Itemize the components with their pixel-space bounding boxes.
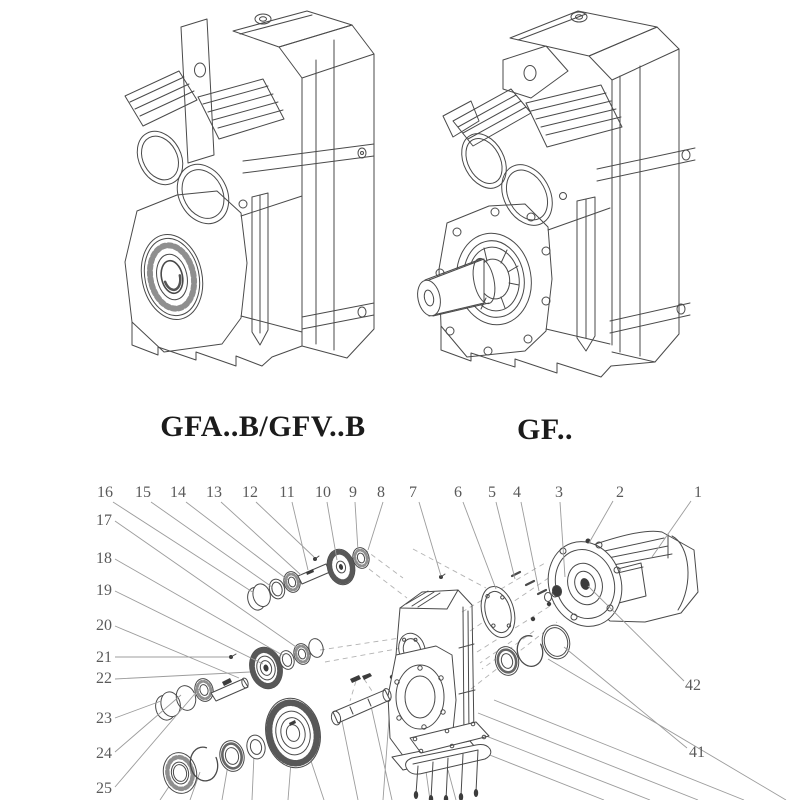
callout-number-8: 8 bbox=[377, 484, 385, 501]
callout-number-7: 7 bbox=[409, 484, 417, 501]
callout-number-3: 3 bbox=[555, 484, 563, 501]
leader-line-16 bbox=[113, 502, 254, 593]
intermediate-gear bbox=[245, 644, 287, 693]
callout-number-18: 18 bbox=[96, 550, 112, 567]
gearbox-drawing-gfab-gfvb bbox=[125, 11, 374, 366]
leader-line-24 bbox=[115, 695, 181, 752]
adapter-flange bbox=[476, 583, 520, 642]
callout-number-23: 23 bbox=[96, 710, 112, 727]
callout-number-22: 22 bbox=[96, 670, 112, 687]
leader-line-4 bbox=[521, 502, 539, 591]
leader-line-12 bbox=[256, 502, 314, 557]
callout-number-10: 10 bbox=[315, 484, 331, 501]
callout-number-14: 14 bbox=[170, 484, 186, 501]
callout-number-11: 11 bbox=[279, 484, 295, 501]
callout-number-12: 12 bbox=[242, 484, 258, 501]
leader-line-15 bbox=[151, 502, 272, 587]
leader-line-2 bbox=[589, 501, 613, 543]
leader-line-11 bbox=[292, 502, 308, 570]
key bbox=[362, 673, 372, 680]
callout-number-20: 20 bbox=[96, 617, 112, 634]
callout-number-1: 1 bbox=[694, 484, 702, 501]
callout-number-13: 13 bbox=[206, 484, 222, 501]
callout-number-25: 25 bbox=[96, 780, 112, 797]
callout-number-24: 24 bbox=[96, 745, 112, 762]
callout-number-42: 42 bbox=[685, 677, 701, 694]
callout-number-6: 6 bbox=[454, 484, 462, 501]
callout-number-9: 9 bbox=[349, 484, 357, 501]
callout-number-21: 21 bbox=[96, 649, 112, 666]
callout-number-5: 5 bbox=[488, 484, 496, 501]
gearbox-drawing-gf bbox=[414, 11, 695, 377]
leader-line-23 bbox=[115, 701, 161, 718]
ball-bearing bbox=[160, 750, 201, 797]
bearing-face bbox=[134, 229, 211, 326]
leader-line-18 bbox=[115, 559, 284, 656]
callout-number-17: 17 bbox=[96, 512, 112, 529]
motor bbox=[537, 531, 698, 636]
callout-number-4: 4 bbox=[513, 484, 521, 501]
output-shaft-assembly bbox=[160, 673, 393, 796]
exploded-parts-diagram bbox=[96, 484, 786, 800]
output-gear bbox=[259, 693, 326, 773]
oil-seal bbox=[217, 738, 247, 773]
leader-line-9 bbox=[355, 502, 358, 551]
callout-number-19: 19 bbox=[96, 582, 112, 599]
callout-number-41: 41 bbox=[689, 744, 705, 761]
output-shaft bbox=[333, 690, 390, 723]
leader-line-5 bbox=[496, 502, 515, 579]
model-label-gfab-gfvb: GFA..B/GFV..B bbox=[160, 410, 366, 443]
leader-line-22 bbox=[115, 672, 250, 679]
model-label-gf: GF.. bbox=[517, 413, 573, 446]
callout-number-15: 15 bbox=[135, 484, 151, 501]
callout-number-2: 2 bbox=[616, 484, 624, 501]
leader-line-6 bbox=[463, 502, 496, 589]
leader-line-41 bbox=[564, 647, 687, 748]
callout-number-16: 16 bbox=[97, 484, 113, 501]
column-hole bbox=[195, 63, 206, 77]
leader-line-20 bbox=[115, 626, 239, 678]
leader-line-14 bbox=[186, 502, 288, 580]
leader-line-8 bbox=[368, 502, 383, 550]
leader-line-7 bbox=[419, 502, 441, 576]
